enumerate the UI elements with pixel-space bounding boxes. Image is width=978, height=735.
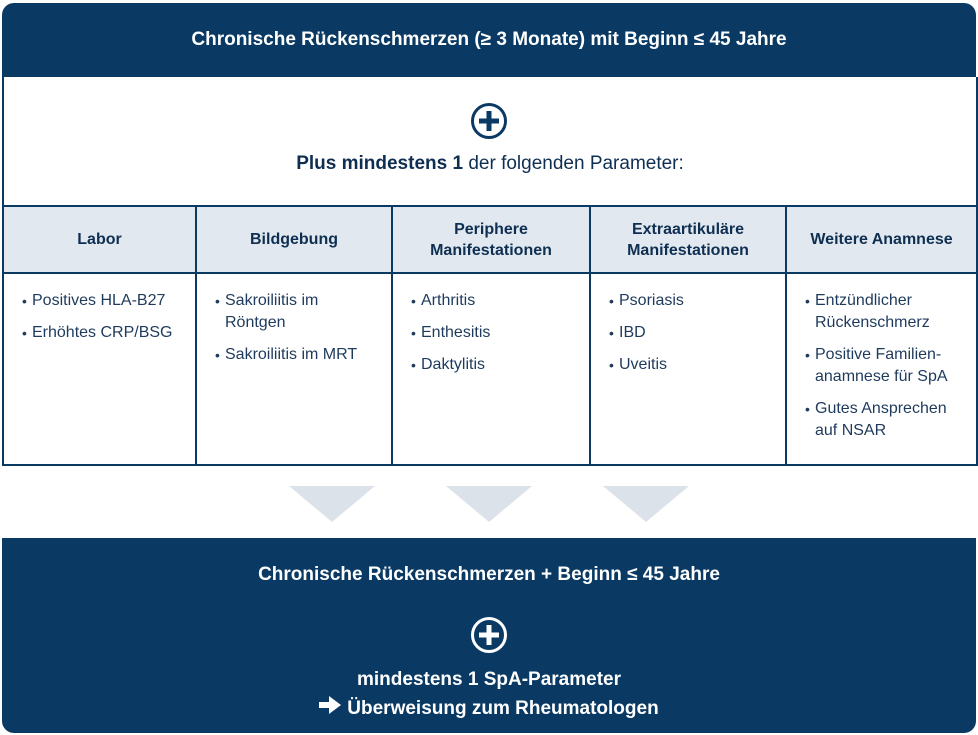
column-weitere bbox=[787, 207, 976, 466]
chevron-down-icon bbox=[446, 486, 532, 522]
list-item: • Gutes Ansprechen auf NSAR bbox=[805, 398, 964, 442]
list-item: • Positive Familien-anamnese für SpA bbox=[805, 344, 964, 388]
caption-rest: der folgenden Parameter: bbox=[463, 153, 684, 174]
flow-arrows bbox=[0, 486, 978, 526]
result-title: Chronische Rückenschmerzen + Beginn ≤ 45 Jahre bbox=[258, 564, 720, 585]
column-header: Periphere Manifestationen bbox=[393, 207, 589, 274]
result-line-2-text: Überweisung zum Rheumatologen bbox=[347, 698, 659, 719]
list-item: • Uveitis bbox=[609, 354, 773, 376]
list-item: • Sakroiliitis im Röntgen bbox=[215, 290, 379, 334]
list-item: • Positives HLA-B27 bbox=[22, 290, 183, 312]
column-header: Weitere Anamnese bbox=[787, 207, 976, 274]
result-box bbox=[2, 538, 976, 733]
column-header: Labor bbox=[4, 207, 195, 274]
column-periphere bbox=[393, 207, 591, 466]
column-labor bbox=[4, 207, 197, 466]
column-list bbox=[197, 274, 391, 366]
parameter-caption bbox=[4, 153, 976, 175]
plus-circle-icon bbox=[470, 616, 508, 654]
list-item: • Sakroiliitis im MRT bbox=[215, 344, 379, 366]
parameter-grid bbox=[4, 205, 976, 466]
result-line-1: mindestens 1 SpA-Parameter bbox=[357, 669, 621, 690]
list-item: • Entzündlicher Rückenschmerz bbox=[805, 290, 964, 334]
column-list bbox=[591, 274, 785, 376]
plus-circle-icon bbox=[470, 102, 508, 140]
result-line-2 bbox=[2, 696, 976, 720]
top-banner-title: Chronische Rückenschmerzen (≥ 3 Monate) mit Beginn ≤ 45 Jahre bbox=[191, 29, 787, 50]
column-bildgebung bbox=[197, 207, 393, 466]
column-header: Bildgebung bbox=[197, 207, 391, 274]
column-list bbox=[4, 274, 195, 344]
list-item: • Psoriasis bbox=[609, 290, 773, 312]
column-list bbox=[787, 274, 976, 442]
plus-row bbox=[4, 77, 976, 205]
caption-bold: Plus mindestens 1 bbox=[296, 153, 464, 174]
list-item: • IBD bbox=[609, 322, 773, 344]
chevron-down-icon bbox=[289, 486, 375, 522]
list-item: • Enthesitis bbox=[411, 322, 577, 344]
parameter-box bbox=[2, 77, 978, 466]
list-item: • Daktylitis bbox=[411, 354, 577, 376]
chevron-down-icon bbox=[603, 486, 689, 522]
list-item: • Arthritis bbox=[411, 290, 577, 312]
list-item: • Erhöhtes CRP/BSG bbox=[22, 322, 183, 344]
column-extraartikulaer bbox=[591, 207, 787, 466]
arrow-right-icon bbox=[319, 696, 341, 714]
top-banner bbox=[2, 3, 976, 77]
column-list bbox=[393, 274, 589, 376]
column-header: Extraartikuläre Manifestationen bbox=[591, 207, 785, 274]
